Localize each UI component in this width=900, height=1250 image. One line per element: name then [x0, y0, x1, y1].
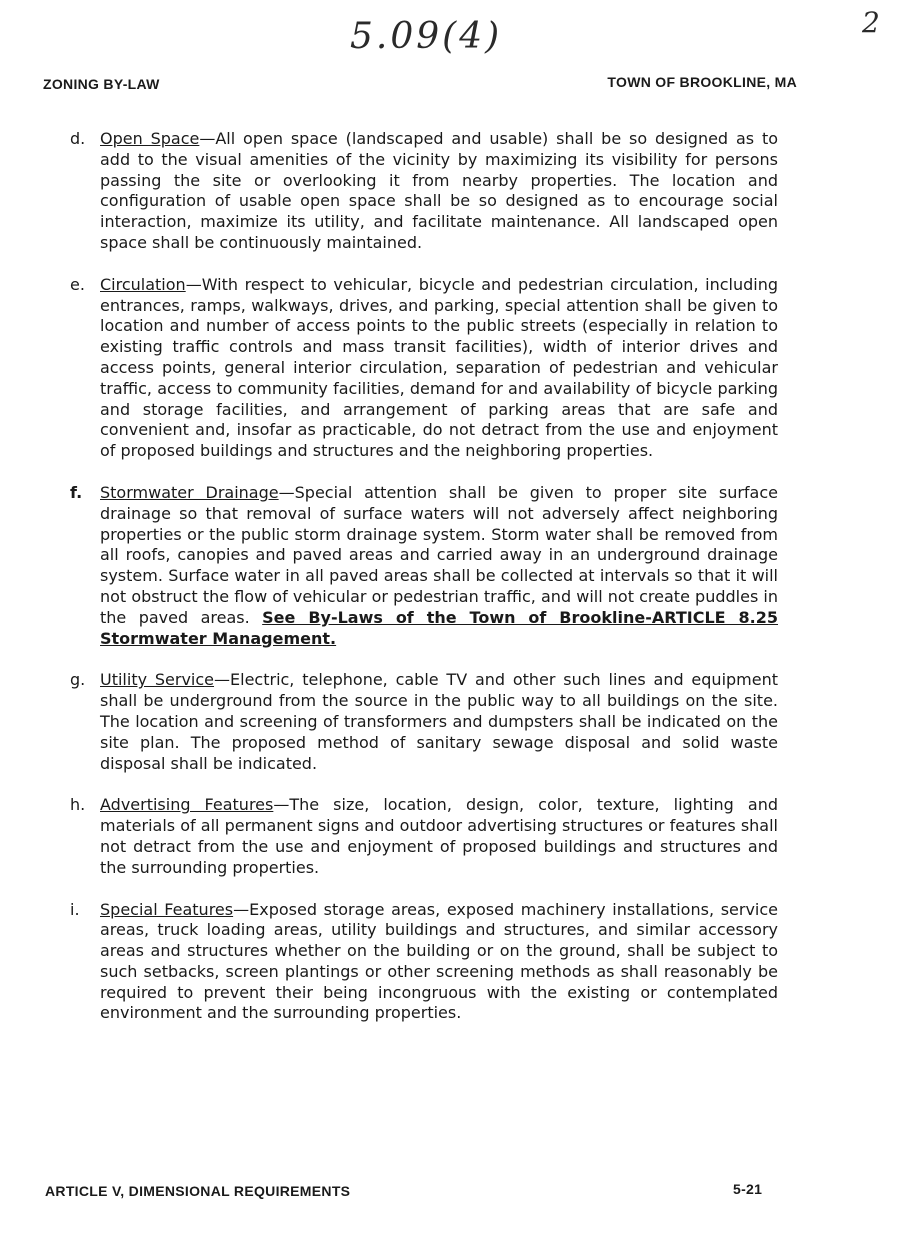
header-title: ZONING BY-LAW [43, 76, 160, 92]
provision-item-utility-service [70, 670, 778, 774]
provision-item-stormwater-drainage [70, 483, 778, 649]
item-body [100, 129, 778, 254]
bylaw-reference: See By-Laws of the Town of Brookline-ARTICLE 8.25 Stormwater Management. [100, 607, 779, 648]
provision-item-special-features [70, 900, 778, 1025]
provision-item-advertising-features [70, 795, 778, 878]
item-term: Advertising Features [100, 795, 274, 815]
provision-list [70, 129, 778, 1045]
provision-item-circulation [70, 275, 778, 462]
item-body [100, 900, 778, 1025]
item-text: —Exposed storage areas, exposed machinery installations, service areas, truck loading areas, utility buildings and structures, and similar accessory areas and structures whether on the building or on the ground, shall be subject to such setbacks, screen plantings or other screening methods as shall reasonably be required to prevent their being incongruous with the existing or contemplated environment and the surrounding properties. [100, 899, 779, 1023]
page-number: 5-21 [733, 1181, 763, 1197]
footer-article: ARTICLE V, DIMENSIONAL REQUIREMENTS [45, 1183, 351, 1199]
item-letter: g. [70, 670, 86, 690]
item-text: —All open space (landscaped and usable) shall be so designed as to add to the visual amenities of the vicinity by maximizing its visibility for persons passing the site or overlooking it from nearby properties. The location and configuration of usable open space shall be so designed as to encourage social interaction, maximize its utility, and facilitate maintenance. All landscaped open space shall be continuously maintained. [100, 129, 779, 252]
item-term: Stormwater Drainage [100, 482, 279, 502]
item-body [100, 275, 778, 462]
item-body [100, 795, 778, 878]
item-term: Utility Service [100, 670, 215, 690]
item-letter: e. [70, 274, 85, 294]
handwritten-section-reference: 5.09(4) [350, 16, 503, 57]
item-letter: i. [70, 899, 80, 919]
item-term: Circulation [100, 274, 186, 294]
item-text: —With respect to vehicular, bicycle and pedestrian circulation, including entrances, ramps, walkways, drives, and parking, special attention shall be given to location and number of access points to the public streets (especially in relation to existing traffic controls and mass transit facilities), width of interior drives and access points, general interior circulation, separation of pedestrian and vehicular traffic, access to community facilities, demand for and availability of bicycle parking and storage facilities, and arrangement of parking areas that are safe and convenient and, insofar as practicable, do not detract from the use and enjoyment of proposed buildings and structures and the neighboring properties. [100, 274, 778, 461]
item-body [100, 483, 778, 649]
handwritten-page-mark: 2 [862, 6, 880, 39]
item-term: Special Features [100, 899, 234, 919]
header-town: TOWN OF BROOKLINE, MA [607, 74, 797, 90]
item-letter: h. [70, 795, 86, 815]
item-text: —The size, location, design, color, texture, lighting and materials of all permanent signs and outdoor advertising structures or features shall not detract from the use and enjoyment of proposed buildings and structures and the surrounding properties. [100, 795, 778, 877]
item-text: —Special attention shall be given to proper site surface drainage so that removal of surface waters will not adversely affect neighboring properties or the public storm drainage system. Storm water shall be removed from all roofs, canopies and paved areas and carried away in an underground drainage system. Surface water in all paved areas shall be collected at intervals so that it will not obstruct the flow of vehicular or pedestrian traffic, and will not create puddles in the paved areas. [100, 482, 779, 627]
item-letter: f. [70, 482, 83, 502]
item-text: —Electric, telephone, cable TV and other such lines and equipment shall be underground from the source in the public way to all buildings on the site. The location and screening of transformers and dumpsters shall be indicated on the site plan. The proposed method of sanitary sewage disposal and solid waste disposal shall be indicated. [100, 670, 779, 773]
item-term: Open Space [100, 129, 200, 148]
item-body [100, 670, 778, 774]
item-letter: d. [70, 129, 86, 148]
provision-item-open-space [70, 129, 778, 254]
